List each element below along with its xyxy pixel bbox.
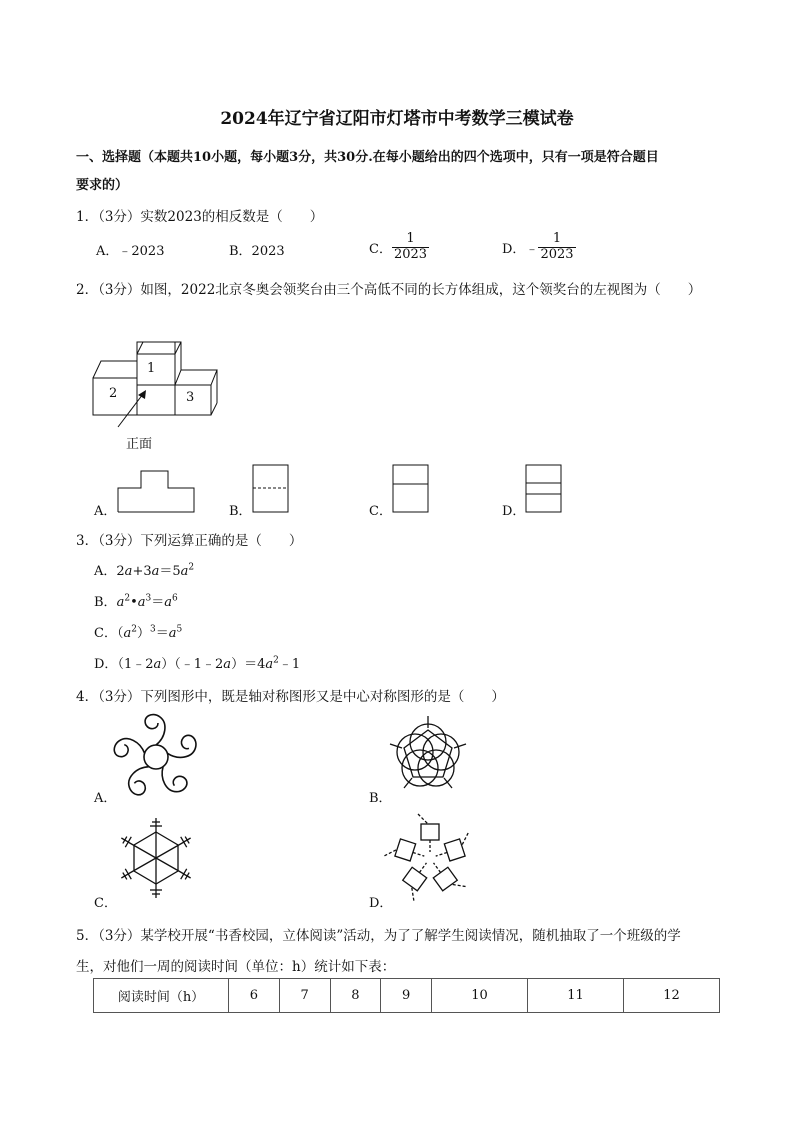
q2-label-2: 2 <box>109 386 118 401</box>
q4-option-d: D． <box>369 896 393 911</box>
q2-option-a: A． <box>94 504 117 519</box>
table-header-cell: 阅读时间（h） <box>94 979 229 1013</box>
q2-label-1: 1 <box>147 361 156 376</box>
q4-figure-c <box>118 818 193 898</box>
q4-stem: 4．（3分）下列图形中，既是轴对称图形又是中心对称图形的是（ ） <box>76 689 505 705</box>
q2-stem: 2．（3分）如图，2022北京冬奥会领奖台由三个高低不同的长方体组成，这个领奖台的左视图为（ ） <box>76 282 702 298</box>
q1-option-d-sign: ﹣ <box>525 241 539 257</box>
q3-option-d: D．$(1﹣2a)(﹣1﹣2a)=4a^2﹣1$ <box>94 655 301 672</box>
q2-label-3: 3 <box>186 390 195 405</box>
q3-option-d-label: D． <box>94 657 118 672</box>
table-cell: 12 <box>624 979 720 1013</box>
q3-option-a: A．$2a+3a=5a^2$ <box>94 562 195 579</box>
q3-option-b: B．$a^2•a^3=a^6$ <box>94 593 178 610</box>
q1-option-c-denominator: 2023 <box>393 246 428 262</box>
q1-option-d-label: D． <box>502 241 526 257</box>
q3-stem: 3．（3分）下列运算正确的是（ ） <box>76 533 303 549</box>
q5-stem-line1: 5．（3分）某学校开展“书香校园，立体阅读”活动，为了了解学生阅读情况，随机抽取了一个班级的学 <box>76 928 681 944</box>
q2-option-b: B． <box>229 504 252 519</box>
q1-option-d-denominator: 2023 <box>540 246 574 262</box>
q3-option-c: C．$(a^2)^3=a^5$ <box>94 624 183 641</box>
q2-option-c: C． <box>369 504 392 519</box>
page-title: 2024年辽宁省辽阳市灯塔市中考数学三模试卷 <box>220 109 574 129</box>
q4-option-b: B． <box>369 791 392 806</box>
q4-figure-d <box>384 814 474 901</box>
q1-stem: 1．（3分）实数2023的相反数是（ ） <box>76 209 324 225</box>
q4-option-c: C． <box>94 896 117 911</box>
table-cell: 7 <box>279 979 330 1013</box>
q2-label-front: 正面 <box>126 437 153 452</box>
table-cell: 9 <box>381 979 432 1013</box>
q1-option-c-label: C． <box>369 241 392 257</box>
table-cell: 6 <box>229 979 280 1013</box>
q4-figure-a <box>112 715 199 798</box>
q1-option-b: B．2023 <box>229 244 285 259</box>
table-cell: 11 <box>528 979 624 1013</box>
q1-option-a: A．﹣2023 <box>96 244 165 259</box>
q5-stem-line2: 生，对他们一周的阅读时间（单位：h）统计如下表： <box>76 959 396 975</box>
q1-option-c-numerator: 1 <box>392 232 429 248</box>
q5-reading-time-table <box>93 978 720 1013</box>
section-heading-line1: 一、选择题（本题共10小题，每小题3分，共30分.在每小题给出的四个选项中，只有一项是符合题目 <box>76 150 659 165</box>
q4-figure-b <box>390 716 466 788</box>
table-cell: 10 <box>432 979 528 1013</box>
q1-option-d-numerator: 1 <box>538 232 575 248</box>
table-cell: 8 <box>330 979 381 1013</box>
q3-option-c-label: C． <box>94 626 117 641</box>
table-row <box>94 979 720 1013</box>
q4-option-a: A． <box>94 791 117 806</box>
q3-option-a-label: A． <box>94 564 117 579</box>
q2-option-d: D． <box>502 504 526 519</box>
q3-option-b-label: B． <box>94 595 117 610</box>
section-heading-line2: 要求的） <box>76 178 129 193</box>
